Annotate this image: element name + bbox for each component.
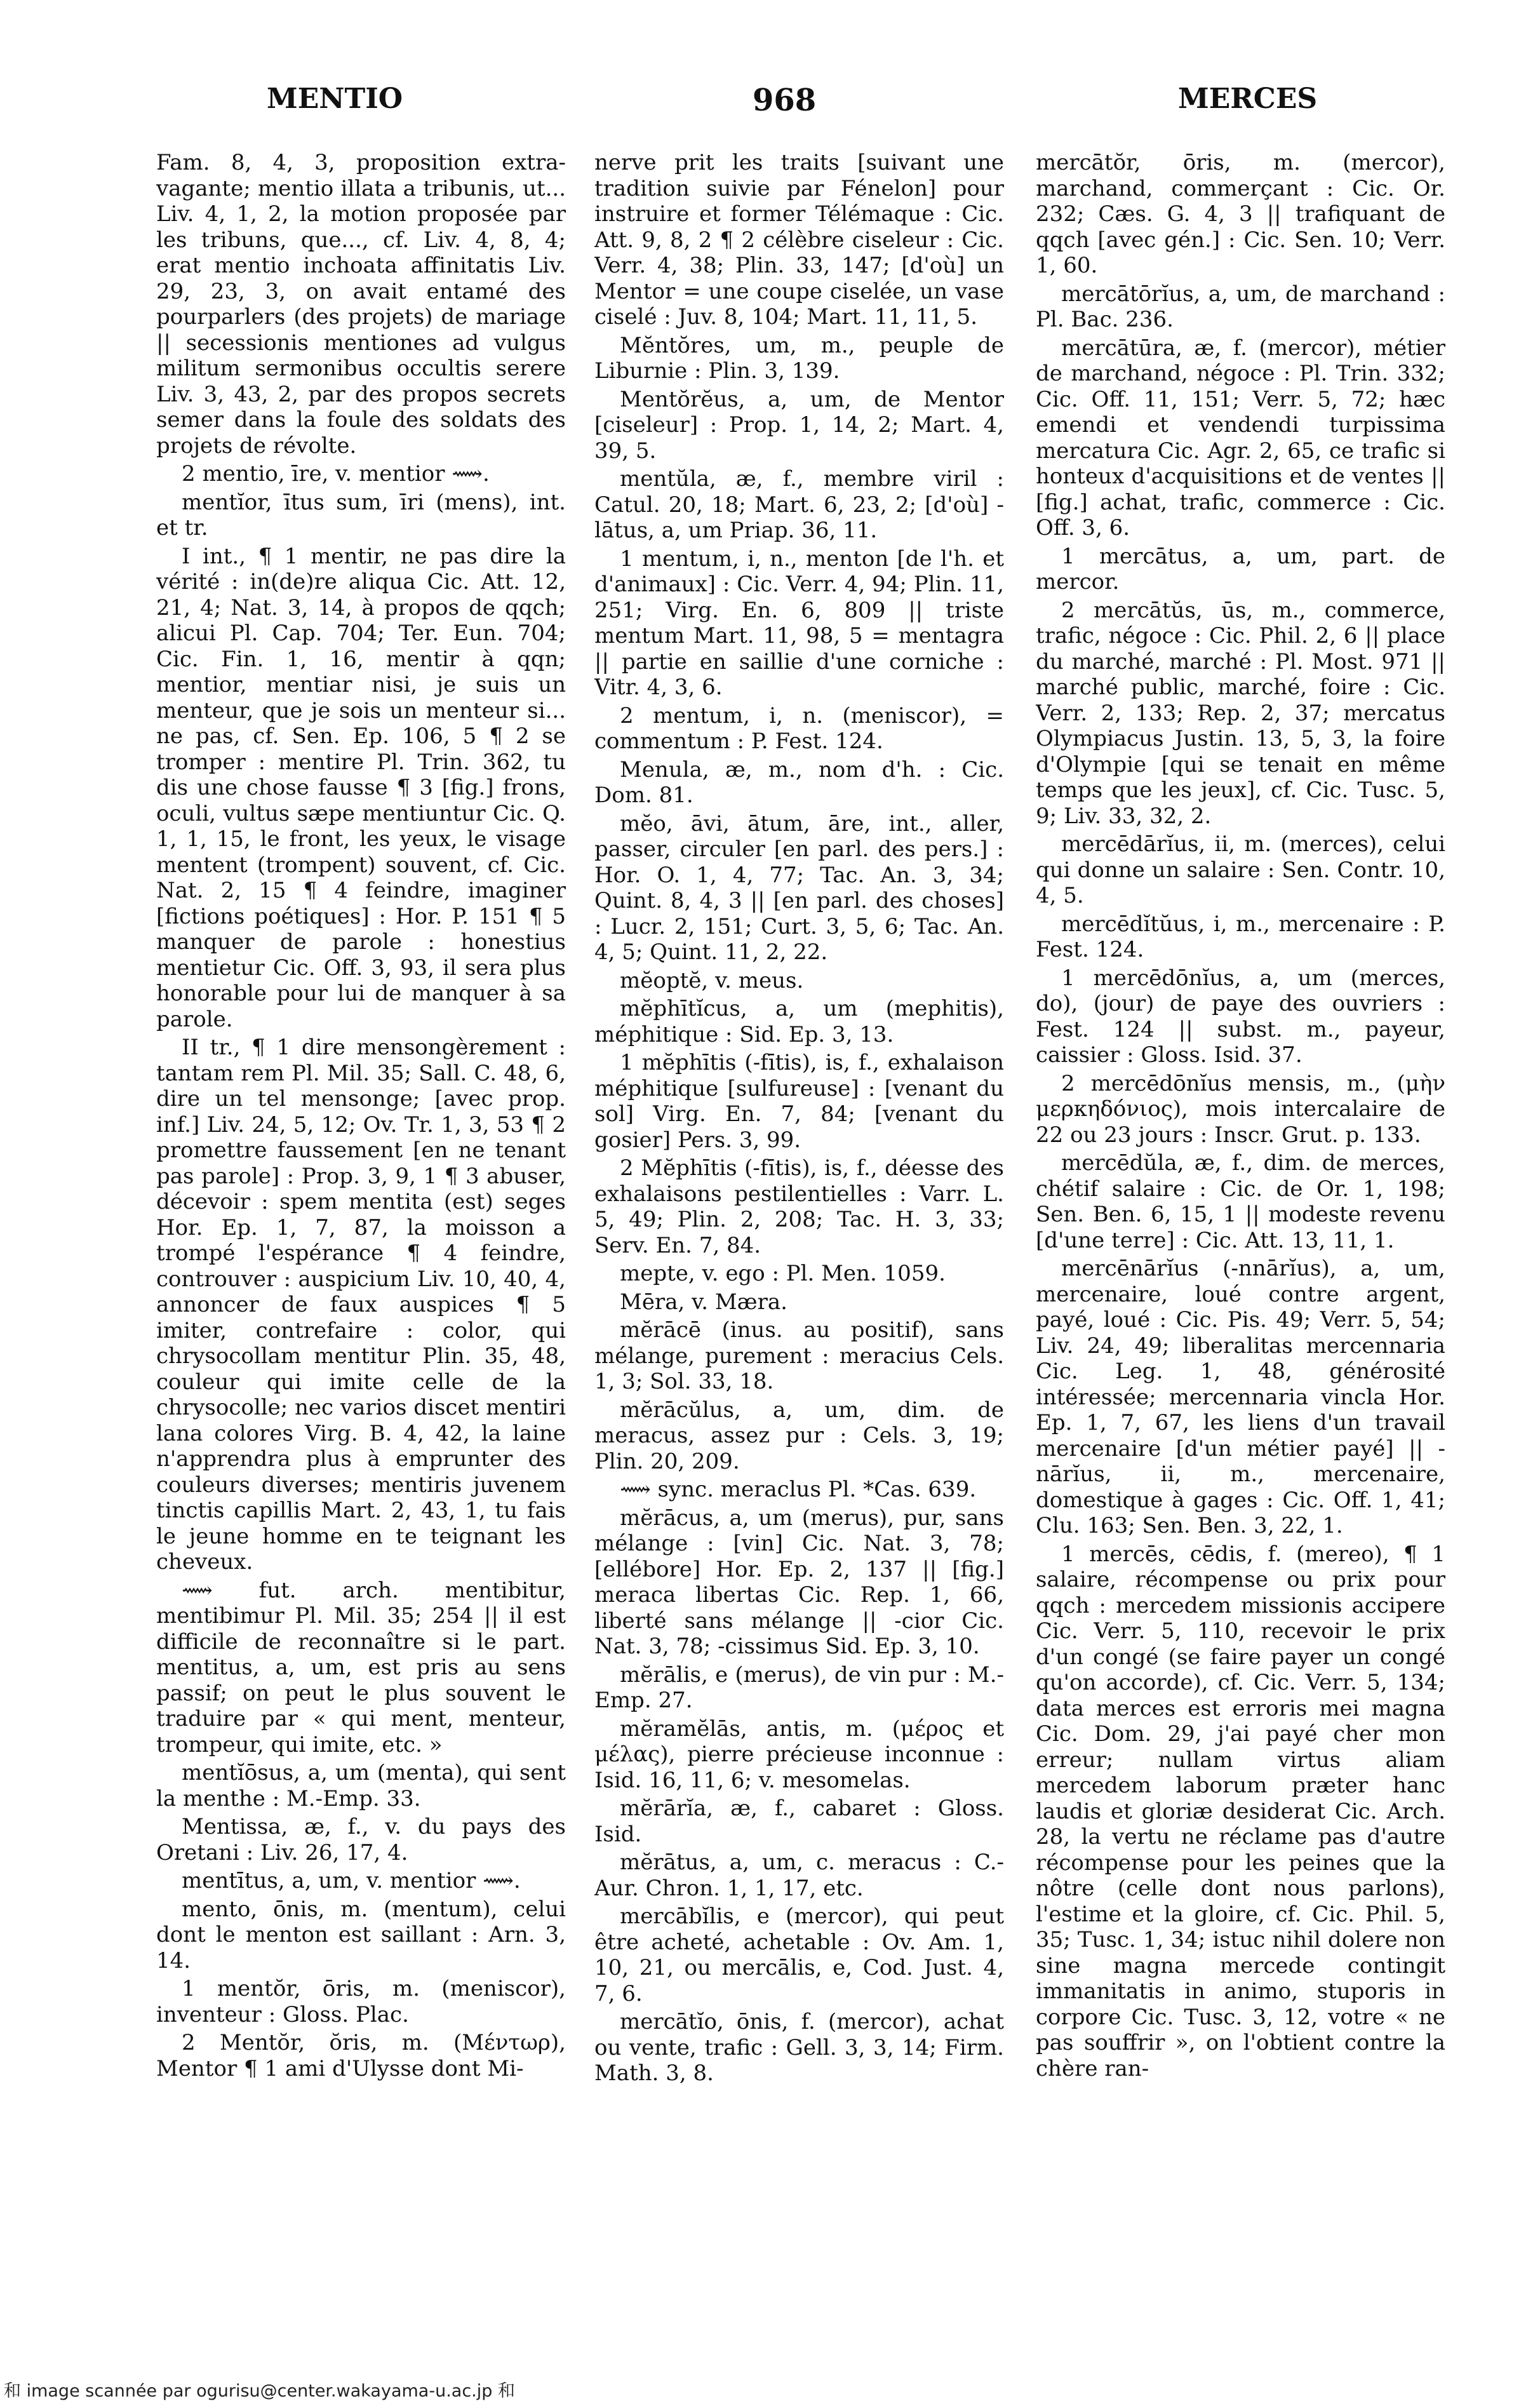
dictionary-columns: [156, 150, 1452, 2341]
column-1: [156, 150, 566, 2341]
page-header: [0, 83, 1540, 133]
dictionary-entry: mercēnārĭus (-nnārĭus), a, um, mercenaire, loué contre argent, payé, loué : Cic. Pis. 49; Verr. 5, 54; Liv. 24, 49; liberalitas mercennaria Cic. Leg. 1, 48, générosité intéressée; mercennaria vincla Hor. Ep. 1, 7, 67, les liens d'un travail mercenaire [d'un métier payé] || -nārĭus, ii, m., mercenaire, domestique à gages : Cic. Off. 1, 41; Clu. 163; Sen. Ben. 3, 22, 1.: [1036, 1256, 1445, 1538]
page-number: 968: [753, 83, 817, 118]
dictionary-entry: 2 mentio, īre, v. mentior ⟿.: [182, 461, 490, 487]
dictionary-entry: II tr., ¶ 1 dire mensongèrement : tantam rem Pl. Mil. 35; Sall. C. 48, 6, dire un tel mensonge; [avec prop. inf.] Liv. 24, 5, 12; Ov. Tr. 1, 3, 53 ¶ 2 promettre faussement [en ne tenant pas parole] : Prop. 3, 9, 1 ¶ 3 abuser, décevoir : spem mentita (est) seges Hor. Ep. 1, 7, 87, la moisson a trompé l'espérance ¶ 4 feindre, controuver : auspicium Liv. 10, 40, 4, annoncer de faux auspices ¶ 5 imiter, contrefaire : color, qui chrysocollam mentitur Plin. 35, 48, couleur qui imite celle de la chrysocolle; nec varios discet mentiri lana colores Virg. B. 4, 42, la laine n'apprendra plus à emprunter des couleurs diverses; mentiris juvenem tinctis capillis Mart. 2, 43, 1, tu fais le jeune homme en te teignant les cheveux.: [156, 1035, 566, 1575]
dictionary-entry: mercātūra, æ, f. (mercor), métier de marchand, négoce : Pl. Trin. 332; Cic. Off. 11, 151; Verr. 5, 72; hæc emendi et vendendi turpissima mercatura Cic. Agr. 2, 65, ce trafic si honteux d'acquisitions et de ventes || [fig.] achat, trafic, commerce : Cic. Off. 3, 6.: [1036, 335, 1445, 541]
dictionary-entry: 1 mentŏr, ōris, m. (meniscor), inventeur : Gloss. Plac.: [156, 1976, 566, 2027]
dictionary-entry: 1 mercātus, a, um, part. de mercor.: [1036, 543, 1445, 595]
dictionary-entry: mĕrācē (inus. au positif), sans mélange, purement : meracius Cels. 1, 3; Sol. 33, 18.: [594, 1317, 1004, 1394]
dictionary-entry: mĕrārĭa, æ, f., cabaret : Gloss. Isid.: [594, 1796, 1004, 1847]
dictionary-entry: 2 Mentŏr, ŏris, m. (Μέντωρ), Mentor ¶ 1 ami d'Ulysse dont Mi-: [156, 2030, 566, 2081]
dictionary-entry: 2 mentum, i, n. (meniscor), = commentum : P. Fest. 124.: [594, 702, 1004, 754]
running-head-left: MENTIO: [267, 83, 403, 115]
dictionary-entry: Mĕntŏres, um, m., peuple de Liburnie : Plin. 3, 139.: [594, 332, 1004, 384]
dictionary-entry: mentītus, a, um, v. mentior ⟿.: [182, 1868, 521, 1893]
dictionary-entry: mercābĭlis, e (mercor), qui peut être acheté, achetable : Ov. Am. 1, 10, 21, ou mercālis, e, Cod. Just. 4, 7, 6.: [594, 1904, 1004, 2006]
dictionary-entry: 1 mĕphītis (-fītis), is, f., exhalaison méphitique [sulfureuse] : [venant du sol] Virg. En. 7, 84; [venant du gosier] Pers. 3, 99.: [594, 1050, 1004, 1153]
dictionary-entry: mĕo, āvi, ātum, āre, int., aller, passer, circuler [en parl. des pers.] : Hor. O. 1, 4, 77; Tac. An. 3, 34; Quint. 8, 4, 3 || [en parl. des choses] : Lucr. 2, 151; Curt. 3, 5, 6; Tac. An. 4, 5; Quint. 11, 2, 22.: [594, 810, 1004, 965]
dictionary-entry: mentĭor, ītus sum, īri (mens), int. et tr.: [156, 489, 566, 541]
dictionary-entry: mentĭōsus, a, um (menta), qui sent la menthe : M.-Emp. 33.: [156, 1760, 566, 1811]
dictionary-entry: Menula, æ, m., nom d'h. : Cic. Dom. 81.: [594, 756, 1004, 808]
column-3: [1036, 150, 1445, 2341]
dictionary-entry: mĕoptĕ, v. meus.: [620, 967, 804, 993]
dictionary-entry: mercātŏr, ōris, m. (mercor), marchand, commerçant : Cic. Or. 232; Cæs. G. 4, 3 || trafiquant de qqch [avec gén.] : Cic. Sen. 10; Verr. 1, 60.: [1036, 150, 1445, 278]
dictionary-entry: nerve prit les traits [suivant une tradition suivie par Fénelon] pour instruire et former Télémaque : Cic. Att. 9, 8, 2 ¶ 2 célèbre ciseleur : Cic. Verr. 4, 38; Plin. 33, 147; [d'où] un Mentor = une coupe ciselée, un vase ciselé : Juv. 8, 104; Mart. 11, 11, 5.: [594, 150, 1004, 330]
dictionary-entry: 2 Mĕphītis (-fītis), is, f., déesse des exhalaisons pestilentielles : Varr. L. 5, 49; Plin. 2, 208; Tac. H. 3, 33; Serv. En. 7, 84.: [594, 1155, 1004, 1258]
column-2: [594, 150, 1004, 2341]
dictionary-entry: ⟿ sync. meraclus Pl. *Cas. 639.: [620, 1477, 977, 1502]
dictionary-entry: I int., ¶ 1 mentir, ne pas dire la vérité : in(de)re aliqua Cic. Att. 12, 21, 4; Nat. 3, 14, à propos de qqch; alicui Pl. Cap. 704; Ter. Eun. 704; Cic. Fin. 1, 16, mentir à qqn; mentior, mentiar nisi, je suis un menteur, que je sois un menteur si... ne pas, cf. Sen. Ep. 106, 5 ¶ 2 se tromper : mentire Pl. Trin. 362, tu dis une chose fausse ¶ 3 [fig.] frons, oculi, vultus sæpe mentiuntur Cic. Q. 1, 1, 15, le front, les yeux, le visage mentent (trompent) souvent, cf. Cic. Nat. 2, 15 ¶ 4 feindre, imaginer [fictions poétiques] : Hor. P. 151 ¶ 5 manquer de parole : honestius mentietur Cic. Off. 3, 93, il sera plus honorable pour lui de manquer à sa parole.: [156, 543, 566, 1032]
dictionary-entry: ⟿ fut. arch. mentibitur, mentibimur Pl. Mil. 35; 254 || il est difficile de reconnaître si le part. mentitus, a, um, est pris au sens passif; on peut le plus souvent le traduire par « qui ment, menteur, trompeur, qui imite, etc. »: [156, 1577, 566, 1757]
dictionary-entry: mentŭla, æ, f., membre viril : Catul. 20, 18; Mart. 6, 23, 2; [d'où] -lātus, a, um Priap. 36, 11.: [594, 466, 1004, 543]
dictionary-entry: mĕrācus, a, um (merus), pur, sans mélange : [vin] Cic. Nat. 3, 78; [ellébore] Hor. Ep. 2, 137 || [fig.] meraca libertas Cic. Rep. 1, 66, liberté sans mélange || -cior Cic. Nat. 3, 78; -cissimus Sid. Ep. 3, 10.: [594, 1505, 1004, 1659]
dictionary-entry: mercēdŭla, æ, f., dim. de merces, chétif salaire : Cic. de Or. 1, 198; Sen. Ben. 6, 15, 1 || modeste revenu [d'une terre] : Cic. Att. 13, 11, 1.: [1036, 1150, 1445, 1253]
dictionary-entry: mercātōrĭus, a, um, de marchand : Pl. Bac. 236.: [1036, 281, 1445, 332]
dictionary-entry: 1 mercēdōnĭus, a, um (merces, do), (jour) de paye des ouvriers : Fest. 124 || subst. m., payeur, caissier : Gloss. Isid. 37.: [1036, 965, 1445, 1068]
dictionary-entry: 1 mentum, i, n., menton [de l'h. et d'animaux] : Cic. Verr. 4, 94; Plin. 11, 251; Virg. En. 6, 809 || triste mentum Mart. 11, 98, 5 = mentagra || partie en saillie d'une corniche : Vitr. 4, 3, 6.: [594, 546, 1004, 700]
dictionary-entry: Fam. 8, 4, 3, proposition extra-vagante; mentio illata a tribunis, ut... Liv. 4, 1, 2, la motion proposée par les tribuns, que..., cf. Liv. 4, 8, 4; erat mentio inchoata affinitatis Liv. 29, 23, 3, on avait entamé des pourparlers (des projets) de mariage || secessionis mentiones ad vulgus militum sermonibus occultis serere Liv. 3, 43, 2, par des propos secrets semer dans la foule des soldats des projets de révolte.: [156, 150, 566, 459]
dictionary-entry: mento, ōnis, m. (mentum), celui dont le menton est saillant : Arn. 3, 14.: [156, 1896, 566, 1973]
dictionary-entry: mĕrātus, a, um, c. meracus : C.-Aur. Chron. 1, 1, 17, etc.: [594, 1850, 1004, 1901]
dictionary-entry: 1 mercēs, cēdis, f. (mereo), ¶ 1 salaire, récompense ou prix pour qqch : mercedem missionis accipere Cic. Verr. 5, 110, recevoir le prix d'un congé (se faire payer un congé qu'on accorde), cf. Cic. Verr. 5, 134; data merces est erroris mei magna Cic. Dom. 29, j'ai payé cher mon erreur; nullam virtus aliam mercedem laborum præter hanc laudis et gloriæ desiderat Cic. Arch. 28, la vertu ne réclame pas d'autre récompense pour les peines que la nôtre (celle dont nous parlons), l'estime et la gloire, cf. Cic. Phil. 5, 35; Tusc. 1, 34; istuc nihil dolere non sine magna mercede contingit immanitatis in animo, stuporis in corpore Cic. Tusc. 3, 12, votre « ne pas souffrir », on l'obtient contre la chère ran-: [1036, 1541, 1445, 2081]
running-head-right: MERCES: [1178, 83, 1318, 115]
dictionary-entry: Mentŏrĕus, a, um, de Mentor [ciseleur] : Prop. 1, 14, 2; Mart. 4, 39, 5.: [594, 386, 1004, 464]
dictionary-entry: mercēdĭtŭus, i, m., mercenaire : P. Fest. 124.: [1036, 911, 1445, 962]
dictionary-entry: Mentissa, æ, f., v. du pays des Oretani : Liv. 26, 17, 4.: [156, 1814, 566, 1865]
scan-credit: 和 image scannée par ogurisu@center.wakayama-u.ac.jp 和: [4, 2381, 515, 2401]
dictionary-entry: mĕphītĭcus, a, um (mephitis), méphitique : Sid. Ep. 3, 13.: [594, 996, 1004, 1047]
dictionary-entry: Mēra, v. Mæra.: [620, 1289, 787, 1315]
dictionary-entry: mercēdārĭus, ii, m. (merces), celui qui donne un salaire : Sen. Contr. 10, 4, 5.: [1036, 831, 1445, 908]
dictionary-entry: mercātĭo, ōnis, f. (mercor), achat ou vente, trafic : Gell. 3, 3, 14; Firm. Math. 3, 8.: [594, 2009, 1004, 2086]
dictionary-entry: 2 mercātŭs, ūs, m., commerce, trafic, négoce : Cic. Phil. 2, 6 || place du marché, marché : Pl. Most. 971 || marché public, marché, foire : Cic. Verr. 2, 133; Rep. 2, 37; mercatus Olympiacus Justin. 13, 5, 3, la foire d'Olympie [qui se tenait en même temps que les jeux], cf. Cic. Tusc. 5, 9; Liv. 33, 32, 2.: [1036, 597, 1445, 829]
dictionary-entry: mĕramĕlās, antis, m. (μέρος et μέλας), pierre précieuse inconnue : Isid. 16, 11, 6; v. mesomelas.: [594, 1716, 1004, 1793]
dictionary-entry: mepte, v. ego : Pl. Men. 1059.: [620, 1261, 946, 1286]
dictionary-entry: mĕrācŭlus, a, um, dim. de meracus, assez pur : Cels. 3, 19; Plin. 20, 209.: [594, 1397, 1004, 1474]
dictionary-entry: mĕrālis, e (merus), de vin pur : M.-Emp. 27.: [594, 1662, 1004, 1713]
dictionary-entry: 2 mercēdōnĭus mensis, m., (μὴν μερκηδόνιος), mois intercalaire de 22 ou 23 jours : Inscr. Grut. p. 133.: [1036, 1070, 1445, 1148]
